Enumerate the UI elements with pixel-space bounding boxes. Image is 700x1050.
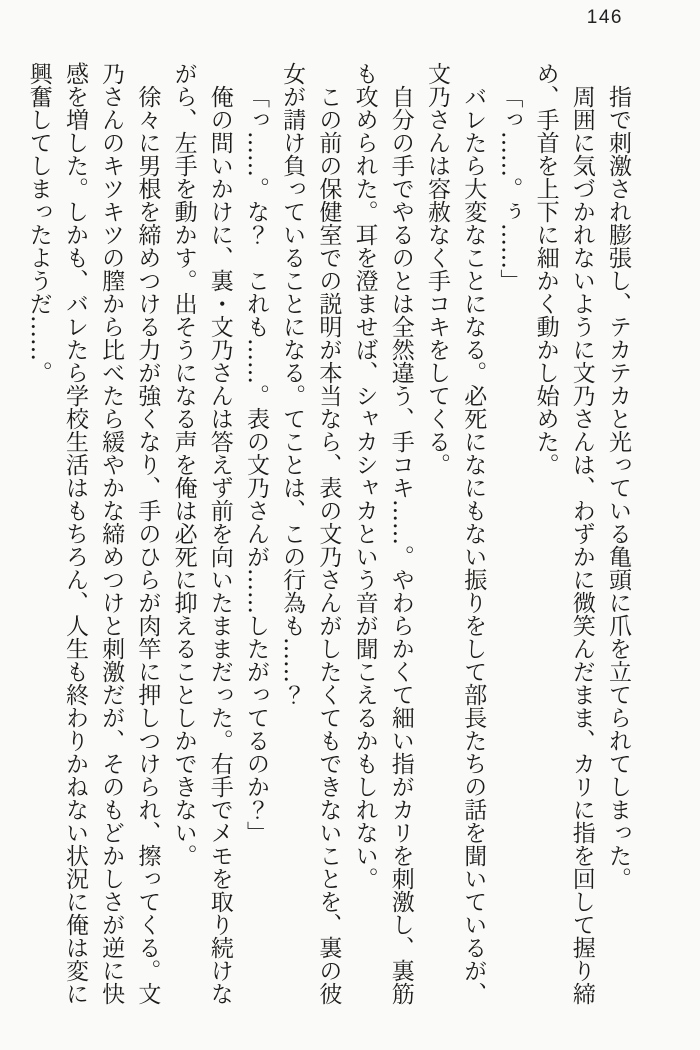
paragraph-9: 徐々に男根を締めつける力が強くなり、手のひらが肉竿に押しつけられ、擦ってくる。文乃さんのキツキツの膣から比べたら緩やかな締めつけと刺激だが、そのもどかしさが逆に快感を増した。しかも、バレたら学校生活はもちろん、人生も終わりかねない状況に俺は変に興奮してしまったようだ……。 — [25, 62, 161, 1005]
paragraph-6: この前の保健室での説明が本当なら、表の文乃さんがしたくてもできないことを、裏の彼女が請け負っていることになる。てことは、この行為も……？ — [279, 62, 342, 1005]
page-number: 146 — [586, 7, 623, 28]
paragraph-4: バレたら大変なことになる。必死になにもない振りをして部長たちの話を聞いているが、文乃さんは容赦なく手コキをしてくる。 — [423, 62, 487, 1005]
paragraph-8: 俺の問いかけに、裏・文乃さんは答えず前を向いたままだった。右手でメモを取り続けながら、左手を動かす。出そうになる声を俺は必死に抑えることしかできない。 — [170, 62, 233, 1005]
paragraph-2: 周囲に気づかれないように文乃さんは、わずかに微笑んだまま、カリに指を回して握り締め、手首を上下に細かく動かし始めた。 — [532, 62, 595, 1005]
paragraph-3-dialogue: 「っ……。ぅ……」 — [496, 85, 523, 292]
paragraph-5: 自分の手でやるのとは全然違う、手コキ……。やわらかくて細い指がカリを刺激し、裏筋も攻められた。耳を澄ませば、シャカシャカという音が聞こえるかもしれない。 — [351, 62, 414, 1005]
paragraph-1: 指で刺激され膨張し、テカテカと光っている亀頭に爪を立てられてしまった。 — [605, 85, 631, 890]
text-area — [12, 62, 636, 1014]
paragraph-7-dialogue: 「っ……。な？ これも……。表の文乃さんが……したがってるのか？」 — [242, 85, 269, 844]
